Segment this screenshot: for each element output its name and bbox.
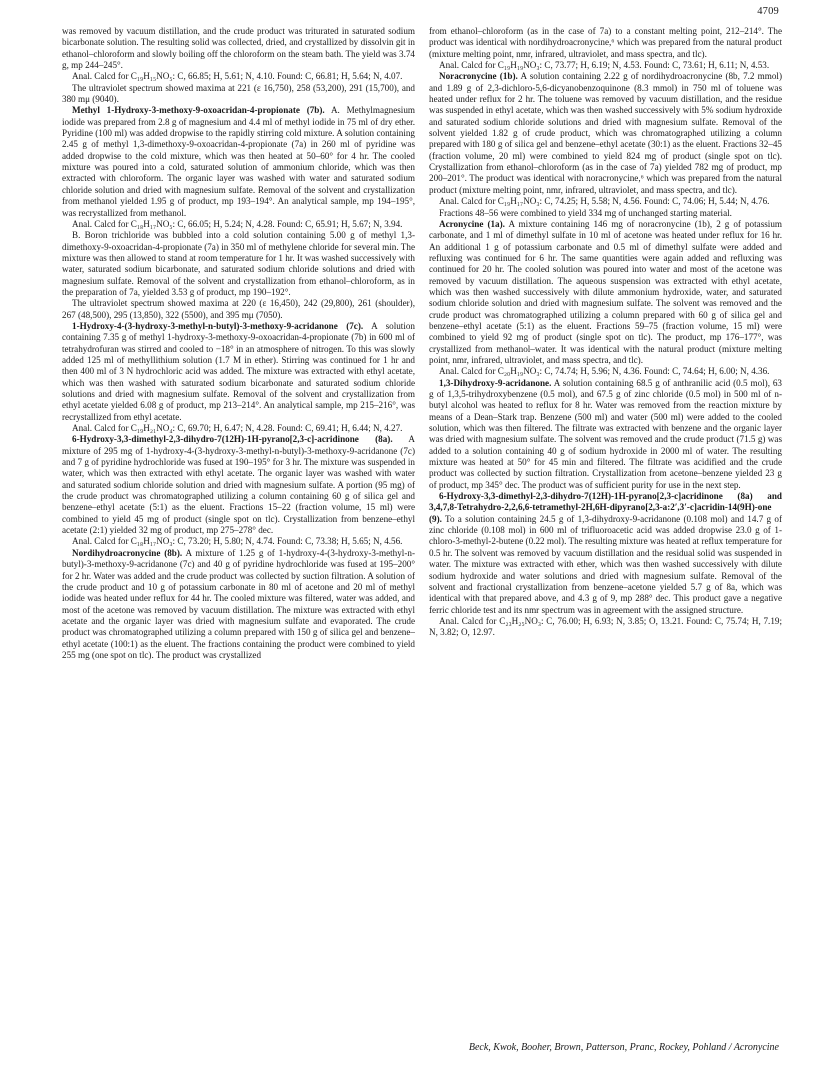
paragraph	[429, 378, 782, 491]
paragraph-text: The ultraviolet spectrum showed maxima at 220 (ε 16,450), 242 (29,800), 261 (shoulder), 267 (48,500), 295 (13,850), 322 (5500), and 395 mμ (7050).	[62, 298, 415, 320]
paragraph-text: The ultraviolet spectrum showed maxima at 221 (ε 16,750), 258 (53,200), 291 (15,700), and 380 mμ (9040).	[62, 82, 415, 105]
paragraph-text: A mixture of 295 mg of 1-hydroxy-4-(3-hydroxy-3-methyl-n-butyl)-3-methoxy-9-acridanone (7c) and 7 g of pyridine hydrochloride was fused at 190–195° for 3 hr. The mixture was suspended in water, which was then extracted with ethyl acetate. The organic layer was washed with water and saturated sodium chloride solution and dried with magnesium sulfate. A portion (95 mg) of the crude product was chromatographed utilizing a column containing 60 g of silica gel and benzene–ethyl acetate (5:1) as the eluent. Fractions 15–22 (fraction volume, 15 ml) were combined to yield 45 mg of product (single spot on tlc). Crystallization from benzene–ethyl acetate (2:1) yielded 32 mg of product, mp 275–278° dec.	[62, 434, 415, 536]
paragraph	[429, 208, 782, 219]
paragraph-text: Anal. Calcd for C₁₈H₁₇NO₃: C, 73.20; H, 5.80; N, 4.74. Found: C, 73.38; H, 5.65; N, 4.56.	[72, 536, 403, 547]
paragraph-text: Anal. Calcd for C₁₈H₁₇NO₅: C, 66.05; H, 5.24; N, 4.28. Found: C, 65.91; H, 5.67; N, 3.94.	[72, 218, 403, 229]
running-footer: Beck, Kwok, Booher, Brown, Patterson, Pranc, Rockey, Pohland / Acronycine	[468, 1042, 779, 1053]
paragraph	[62, 298, 415, 321]
paragraph-text: from ethanol–chloroform (as in the case of 7a) to a constant melting point, 212–214°. The product was identical with nordihydroacronycine,⁶ which was prepared from the natural product (mixture melting point, nmr, infrared, ultraviolet, and mass spectra, and tlc).	[429, 26, 782, 59]
paragraph-text: To a solution containing 24.5 g of 1,3-dihydroxy-9-acridanone (0.108 mol) and 14.7 g of zinc chloride (0.108 mol) in 600 ml of trifluoroacetic acid was added dropwise 23.0 g of 1-chloro-3-methyl-2-butene (0.22 mol). The resulting mixture was heated at reflux temperature for 0.5 hr. The solvent was removed by vacuum distillation and the residual solid was suspended in water. The mixture was extracted with ether, which was then washed successively with dilute sodium hydroxide and water solutions and dried with magnesium sulfate. Removal of the solvent and fractional crystallization from benzene–acetone yielded 5.7 g of 8a, which was identical with that prepared above, and 4.3 g of 9, mp 288° dec. This product gave a negative ferric chloride test and its nmr spectrum was in agreement with the assigned structure.	[429, 513, 782, 615]
paragraph-text: A. Methylmagnesium iodide was prepared from 2.8 g of magnesium and 4.4 ml of methyl iodide in 75 ml of dry ether. Pyridine (100 ml) was added dropwise to the rapidly stirring cold mixture. A solution containing 2.45 g of methyl 1,3-dimethoxy-9-oxoacridan-4-propionate (7a) in 260 ml of pyridine was added dropwise to the cold mixture, which was then heated at 50–60° for 4 hr. The cooled mixture was poured into a cold, saturated solution of ammonium chloride, which was then extracted with chloroform. The organic layer was washed with water and saturated sodium chloride solution and dried with magnesium sulfate. Removal of the solvent and crystallization from methanol yielded 1.95 g of product, mp 193–194°. An analytical sample, mp 194–195°, was recrystallized from methanol.	[62, 105, 415, 218]
paragraph	[429, 60, 782, 71]
paragraph	[429, 71, 782, 196]
paragraph	[429, 366, 782, 377]
paragraph-text: A solution containing 7.35 g of methyl 1-hydroxy-3-methoxy-9-oxoacridan-4-propionate (7b) in 600 ml of tetrahydrofuran was stirred and cooled to −18° in an atmosphere of nitrogen. To this was slowly added 125 ml of methyllithium solution (1.7 M in ether). Stirring was continued for 1 hr and then 400 ml of 3 N hydrochloric acid was added. The mixture was extracted with ethyl acetate, which was then washed with saturated sodium bicarbonate and saturated sodium chloride solutions and dried with magnesium sulfate. Removal of the solvent and crystallization from ethyl acetate yielded 6.08 g of product, mp 213–214°. An analytical sample, mp 215–216°, was recrystallized from ethyl acetate.	[62, 320, 415, 422]
paragraph-text: A mixture containing 146 mg of noracronycine (1b), 2 g of potassium carbonate, and 1 ml of dimethyl sulfate in 10 ml of acetone was heated under reflux for 16 hr. An additional 1 g of potassium carbonate and 0.5 ml of dimethyl sulfate were added and refluxing was continued for 6 hr. The same quantities were again added and refluxing was continued for 20 hr. The cooled solution was poured into water and most of the acetone was removed by vacuum distillation. The aqueous suspension was extracted with ethyl acetate, which was then washed successively with dilute ammonium hydroxide, water, and saturated sodium chloride solution and dried with magnesium sulfate. The solvent was removed and the crude product was chromatographed utilizing a column prepared with 60 g of silica gel and benzene–ethyl acetate (5:1) as the eluent. Fractions 59–75 (fraction volume, 15 ml) were combined to yield 92 mg of product (single spot on tlc). The product, mp 176–177°, was crystallized from methanol–water. It was identical with the natural product (mixture melting point, nmr, infrared, ultraviolet, and mass spectra, and tlc).	[429, 218, 782, 365]
paragraph-text: Anal. Calcd for C₂₀H₁₉NO₃: C, 74.74; H, 5.96; N, 4.36. Found: C, 74.64; H, 6.00; N, 4.36.	[439, 366, 770, 377]
paragraph-heading: Acronycine (1a).	[439, 218, 505, 229]
paragraph	[62, 105, 415, 218]
paragraph	[62, 434, 415, 536]
paragraph-heading: 1,3-Dihydroxy-9-acridanone.	[439, 377, 552, 388]
paragraph-heading: Methyl 1-Hydroxy-3-methoxy-9-oxoacridan-4-propionate (7b).	[72, 105, 325, 116]
paragraph-text: B. Boron trichloride was bubbled into a cold solution containing 5.00 g of methyl 1,3-dimethoxy-9-oxoacridan-4-propionate (7a) in 350 ml of methylene chloride for several min. The mixture was then allowed to stand at room temperature for 1 hr. It was washed successively with water, saturated sodium bicarbonate, and saturated sodium chloride solutions and dried with magnesium sulfate. Removal of the solvent and crystallization from ethanol–chloroform, as in the preparation of 7a, yielded 3.53 g of product, mp 190–192°.	[62, 230, 415, 297]
paragraph-heading: 1-Hydroxy-4-(3-hydroxy-3-methyl-n-butyl)-3-methoxy-9-acridanone (7c).	[72, 320, 364, 331]
paragraph	[429, 219, 782, 366]
paragraph	[62, 536, 415, 547]
paragraph	[62, 423, 415, 434]
paragraph	[429, 491, 782, 616]
paragraph	[429, 616, 782, 639]
paragraph	[62, 83, 415, 106]
paragraph	[429, 26, 782, 60]
paragraph	[429, 196, 782, 207]
paragraph-text: Anal. Calcd for C₁₉H₁₇NO₃: C, 74.25; H, 5.58; N, 4.56. Found: C, 74.06; H, 5.44; N, 4.76.	[439, 196, 770, 207]
page-number: 4709	[757, 6, 779, 17]
paragraph-text: A mixture of 1.25 g of 1-hydroxy-4-(3-hydroxy-3-methyl-n-butyl)-3-methoxy-9-acridanone (7c) and 40 g of pyridine hydrochloride was fused at 195–200° for 2 hr. Water was added and the crude product was collected by suction filtration. A solution of the crude product and 10 g of potassium carbonate in 80 ml of acetone and 20 ml of methyl iodide was heated under reflux for 44 hr. The cooled mixture was filtered, water was added, and most of the acetone was removed by vacuum distillation. The mixture was extracted with ethyl acetate and the organic layer was dried with magnesium sulfate and evaporated. The crude product was chromatographed utilizing a column prepared with 150 g of silica gel and benzene–ethyl acetate (100:1) as the eluent. The fractions containing the product were combined to yield 255 mg (one spot on tlc). The product was crystallized	[62, 547, 415, 660]
paragraph-heading: 6-Hydroxy-3,3-dimethyl-2,3-dihydro-7(12H)-1H-pyrano[2,3-c]acridinone (8a) and 3,4,7,8-Tetrahydro-2,2,6,6-tetramethyl-2H,6H-dipyrano[2,3-a:2′,3′-c]acridin-14(9H)-one (9).	[429, 491, 782, 524]
paragraph-text: A solution containing 68.5 g of anthranilic acid (0.5 mol), 63 g of 1,3,5-trihydroxybenzene (0.5 mol), and 67.5 g of zinc chloride (0.5 mol) in 500 ml of n-butyl alcohol was heated to reflux for 8 hr. Water was removed from the reaction mixture by means of a Dean–Stark trap. Benzene (500 ml) and water (500 ml) were added to the cooled solution, which was then filtered. The filtrate was extracted with benzene and the organic layer was dried with magnesium sulfate. The solvent was removed and the crude product (71.5 g) was added to a solution containing 40 g of sodium hydroxide in 2000 ml of water. The resulting mixture was heated at 50° for 45 min and filtered. The filtrate was acidified and the crude product was collected by suction filtration. Crystallization from acetone–benzene yielded 23 g of product, mp 345° dec. The product was of sufficient purity for use in the next step.	[429, 377, 782, 490]
paragraph-text: Anal. Calcd for C₁₉H₁₅NO₅: C, 66.85; H, 5.61; N, 4.10. Found: C, 66.81; H, 5.64; N, 4.07.	[72, 71, 403, 82]
paragraph	[62, 321, 415, 423]
right-column	[429, 26, 782, 639]
paragraph-heading: Noracronycine (1b).	[439, 71, 518, 82]
paragraph-text: Fractions 48–56 were combined to yield 334 mg of unchanged starting material.	[439, 207, 732, 218]
paragraph	[62, 230, 415, 298]
paragraph-text: Anal. Calcd for C₂₃H₂₅NO₃: C, 76.00; H, 6.93; N, 3.85; O, 13.21. Found: C, 75.74; H, 7.19; N, 3.82; O, 12.97.	[429, 615, 782, 638]
left-column	[62, 26, 415, 661]
paragraph-heading: Nordihydroacronycine (8b).	[72, 547, 183, 558]
paragraph-text: Anal. Calcd for C₁₉H₁₉NO₃: C, 73.77; H, 6.19; N, 4.53. Found: C, 73.61; H, 6.11; N, 4.53.	[439, 60, 770, 71]
paragraph	[62, 26, 415, 71]
paragraph-text: was removed by vacuum distillation, and the crude product was triturated in saturated sodium bicarbonate solution. The resulting solid was collected, dried, and crystallized by dissolvin git in ethanol–chloroform and slowly boiling off the chloroform on the steam bath. The yield was 3.74 g, mp 244–245°.	[62, 26, 415, 71]
paragraph	[62, 548, 415, 661]
paragraph-text: A solution containing 2.22 g of nordihydroacronycine (8b, 7.2 mmol) and 1.89 g of 2,3-dichloro-5,6-dicyanobenzoquinone (8.3 mmol) in 750 ml of toluene was heated under reflux for 2 hr. The toluene was removed by vacuum distillation, and the residue was suspended in ethyl acetate, which was then washed successively with 5% sodium hydroxide and saturated sodium chloride solutions and dried with magnesium sulfate. Removal of the solvent yielded 1.82 g of crude product, which was chromatographed utilizing a column prepared with 180 g of silica gel and benzene–ethyl acetate (30:1) as the eluent. Fractions 32–45 (fraction volume, 20 ml) were combined to yield 824 mg of product (single spot on tlc). Crystallization from ethanol–chloroform (as in the case of 7a) yielded 782 mg of product, mp 200–201°. The product was identical with noracronycine,⁶ which was prepared from the natural product (mixture melting point, nmr, infrared, ultraviolet, and mass spectra, and tlc).	[429, 71, 782, 195]
paragraph	[62, 219, 415, 230]
paragraph-heading: 6-Hydroxy-3,3-dimethyl-2,3-dihydro-7(12H)-1H-pyrano[2,3-c]-acridinone (8a).	[72, 434, 393, 445]
paragraph	[62, 71, 415, 82]
paragraph-text: Anal. Calcd for C₁₉H₂₁NO₄: C, 69.70; H, 6.47; N, 4.28. Found: C, 69.41; H, 6.44; N, 4.27.	[72, 423, 403, 434]
